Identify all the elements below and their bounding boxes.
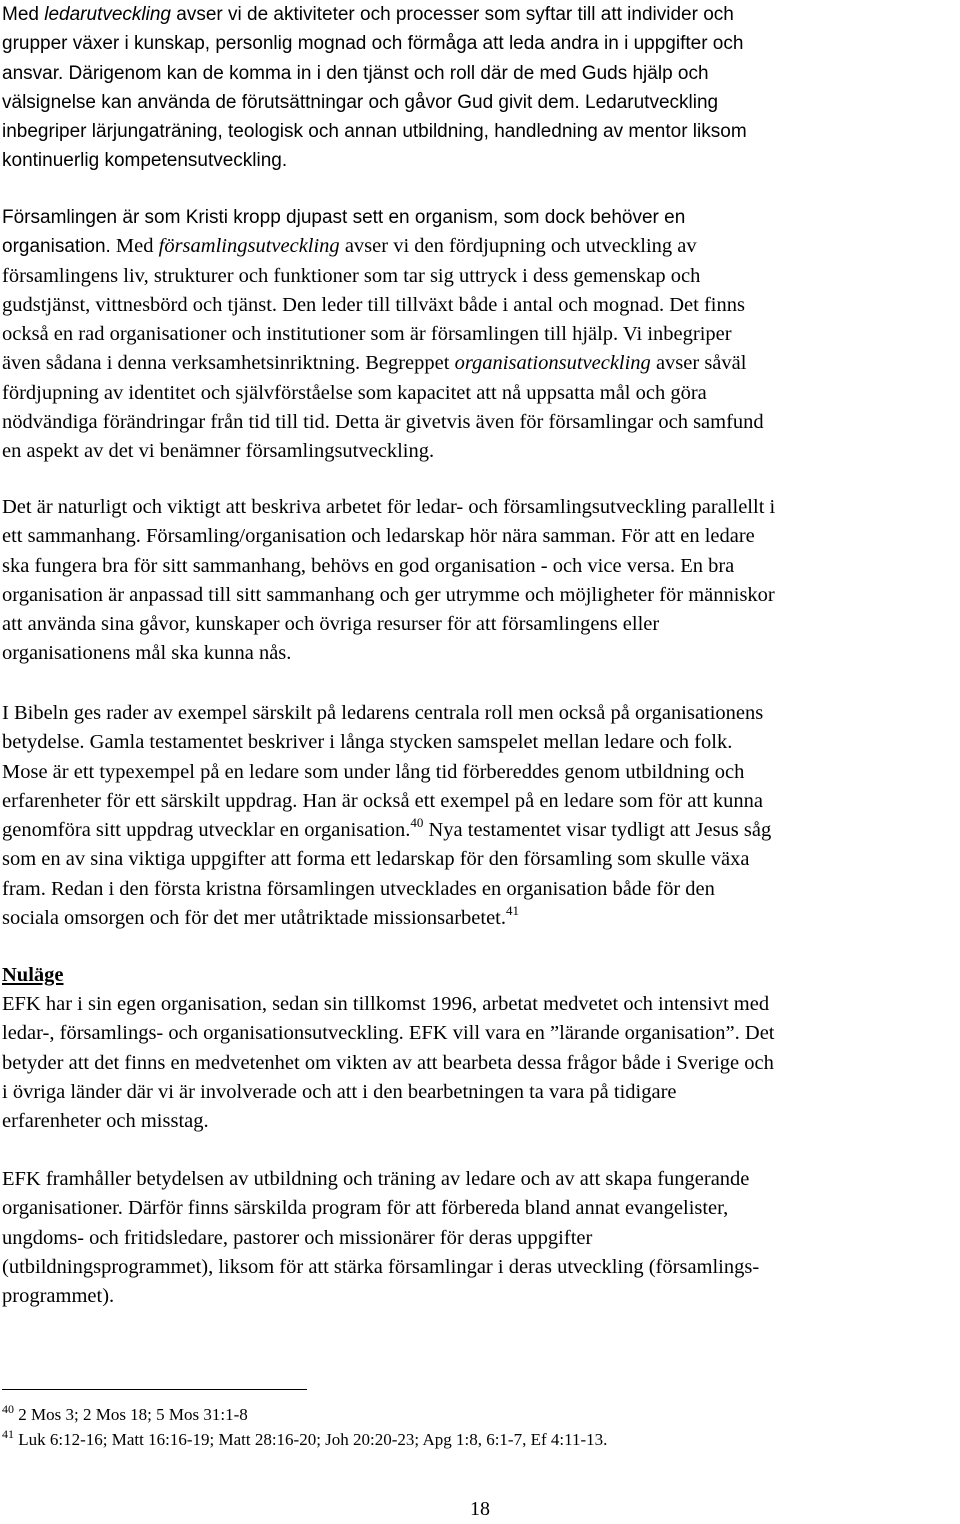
text-line: organisationer. Därför finns särskilda program för att förbereda bland annat evangelister, <box>2 1197 729 1220</box>
paragraph-efk-organisation <box>2 990 960 1136</box>
text-line: ett sammanhang. Församling/organisation och ledarskap hör nära samman. För att en ledare <box>2 525 755 548</box>
paragraph-bibeln <box>2 699 960 933</box>
text-line: som en av sina viktiga uppgifter att forma ett ledarskap för den församling som skulle växa <box>2 848 750 871</box>
text-line: Det är naturligt och viktigt att beskriva arbetet för ledar- och församlingsutveckling parallellt i <box>2 496 776 518</box>
text-line: EFK framhåller betydelsen av utbildning och träning av ledare och av att skapa fungerande <box>2 1168 750 1190</box>
text-line: erfarenheter och misstag. <box>2 1110 209 1133</box>
footnote-number: 40 <box>2 1402 14 1416</box>
paragraph-ledarutveckling <box>2 0 960 176</box>
term-organisationsutveckling: organisationsutveckling <box>454 352 651 375</box>
footnote-40 <box>2 1404 248 1426</box>
text-line: betydelse. Gamla testamentet beskriver i långa stycken samspelet mellan ledare och folk. <box>2 731 733 754</box>
text-line: organisationens mål ska kunna nås. <box>2 642 292 665</box>
text-line: kontinuerlig kompetensutveckling. <box>2 150 288 172</box>
text-line: ungdoms- och fritidsledare, pastorer och missionärer för deras uppgifter <box>2 1226 593 1249</box>
text-line: organisation. Med församlingsutveckling avser vi den fördjupning och utveckling av <box>2 235 697 258</box>
text-line: erfarenheter för ett särskilt uppdrag. Han är också ett exempel på en ledare som för att kunna <box>2 789 764 812</box>
text-line: ledar-, församlings- och organisationsutveckling. EFK vill vara en ”lärande organisation”. Det <box>2 1022 775 1045</box>
footnote-text: 2 Mos 3; 2 Mos 18; 5 Mos 31:1-8 <box>14 1405 248 1424</box>
text-line: gudstjänst, vittnesbörd och tjänst. Den leder till tillväxt både i antal och mognad. Det finns <box>2 293 745 316</box>
footnote-41 <box>2 1429 607 1451</box>
text-line: ska fungera bra för sitt sammanhang, behövs en god organisation - och vice versa. En bra <box>2 554 735 577</box>
page-number: 18 <box>470 1498 490 1520</box>
section-heading: Nuläge <box>2 964 64 986</box>
text-line: betyder att det finns en medvetenhet om vikten av att bearbeta dessa frågor både i Sverige och <box>2 1051 774 1074</box>
text-line: även sådana i denna verksamhetsinriktning. Begreppet organisationsutveckling avser såväl <box>2 352 747 375</box>
text-line: inbegriper lärjungaträning, teologisk och annan utbildning, handledning av mentor liksom <box>2 121 747 143</box>
text-line: i övriga länder där vi är involverade och att i den bearbetningen ta vara på tidigare <box>2 1080 677 1103</box>
footnote-divider <box>2 1389 307 1390</box>
text-line: välsignelse kan använda de förutsättningar och gåvor Gud givit dem. Ledarutveckling <box>2 91 719 113</box>
text-line: organisation är anpassad till sitt sammanhang och ger utrymme och möjligheter för människor <box>2 583 775 606</box>
term-ledarutveckling: ledarutveckling <box>44 4 171 25</box>
paragraph-forsamlingsutveckling <box>2 203 960 467</box>
text-line: fram. Redan i den första kristna församlingen utvecklades en organisation både för den <box>2 877 715 900</box>
text-line: att använda sina gåvor, kunskaper och övriga resurser för att församlingens eller <box>2 613 660 636</box>
text-line: sociala omsorgen och för det mer utåtriktade missionsarbetet.$^{41}$ <box>2 903 520 930</box>
text-line: EFK har i sin egen organisation, sedan sin tillkomst 1996, arbetat medvetet och intensivt med <box>2 993 770 1015</box>
footnote-ref-41[interactable]: 41 <box>506 903 520 919</box>
text-line: genomföra sitt uppdrag utvecklar en organisation.$^{40}$ Nya testamentet visar tydligt att Jesus såg <box>2 815 772 842</box>
text-line: nödvändiga förändringar från tid till tid. Detta är givetvis även för församlingar och samfund <box>2 411 764 434</box>
footnote-text: Luk 6:12-16; Matt 16:16-19; Matt 28:16-20; Joh 20:20-23; Apg 1:8, 6:1-7, Ef 4:11-13. <box>14 1430 608 1449</box>
text-line: I Bibeln ges rader av exempel särskilt på ledarens centrala roll men också på organisationens <box>2 702 764 724</box>
footnote-ref-40[interactable]: 40 <box>410 815 424 831</box>
text-line: programmet). <box>2 1285 115 1308</box>
footnote-number: 41 <box>2 1427 14 1441</box>
paragraph-efk-utbildning <box>2 1165 960 1311</box>
text-line: fördjupning av identitet och självförståelse som kapacitet att nå uppsatta mål och göra <box>2 381 707 404</box>
text-line: grupper växer i kunskap, personlig mognad och förmåga att leda andra in i uppgifter och <box>2 33 744 55</box>
paragraph-parallellt <box>2 493 960 669</box>
text-line: (utbildningsprogrammet), liksom för att stärka församlingar i deras utveckling (församlings- <box>2 1255 760 1278</box>
text-line: Mose är ett typexempel på en ledare som under lång tid förbereddes genom utbildning och <box>2 760 745 783</box>
text-line: också en rad organisationer och institutioner som är församlingen till hjälp. Vi inbegriper <box>2 323 732 346</box>
text-line: församlingens liv, strukturer och funktioner som tar sig uttryck i dess gemenskap och <box>2 264 701 287</box>
text-line: Med ledarutveckling avser vi de aktiviteter och processer som syftar till att individer och <box>2 4 734 25</box>
text-line: en aspekt av det vi benämner församlingsutveckling. <box>2 440 435 463</box>
text-line: ansvar. Därigenom kan de komma in i den tjänst och roll där de med Guds hjälp och <box>2 62 709 84</box>
text-line: Församlingen är som Kristi kropp djupast sett en organism, som dock behöver en <box>2 207 686 228</box>
term-forsamlingsutveckling: församlingsutveckling <box>158 235 340 258</box>
